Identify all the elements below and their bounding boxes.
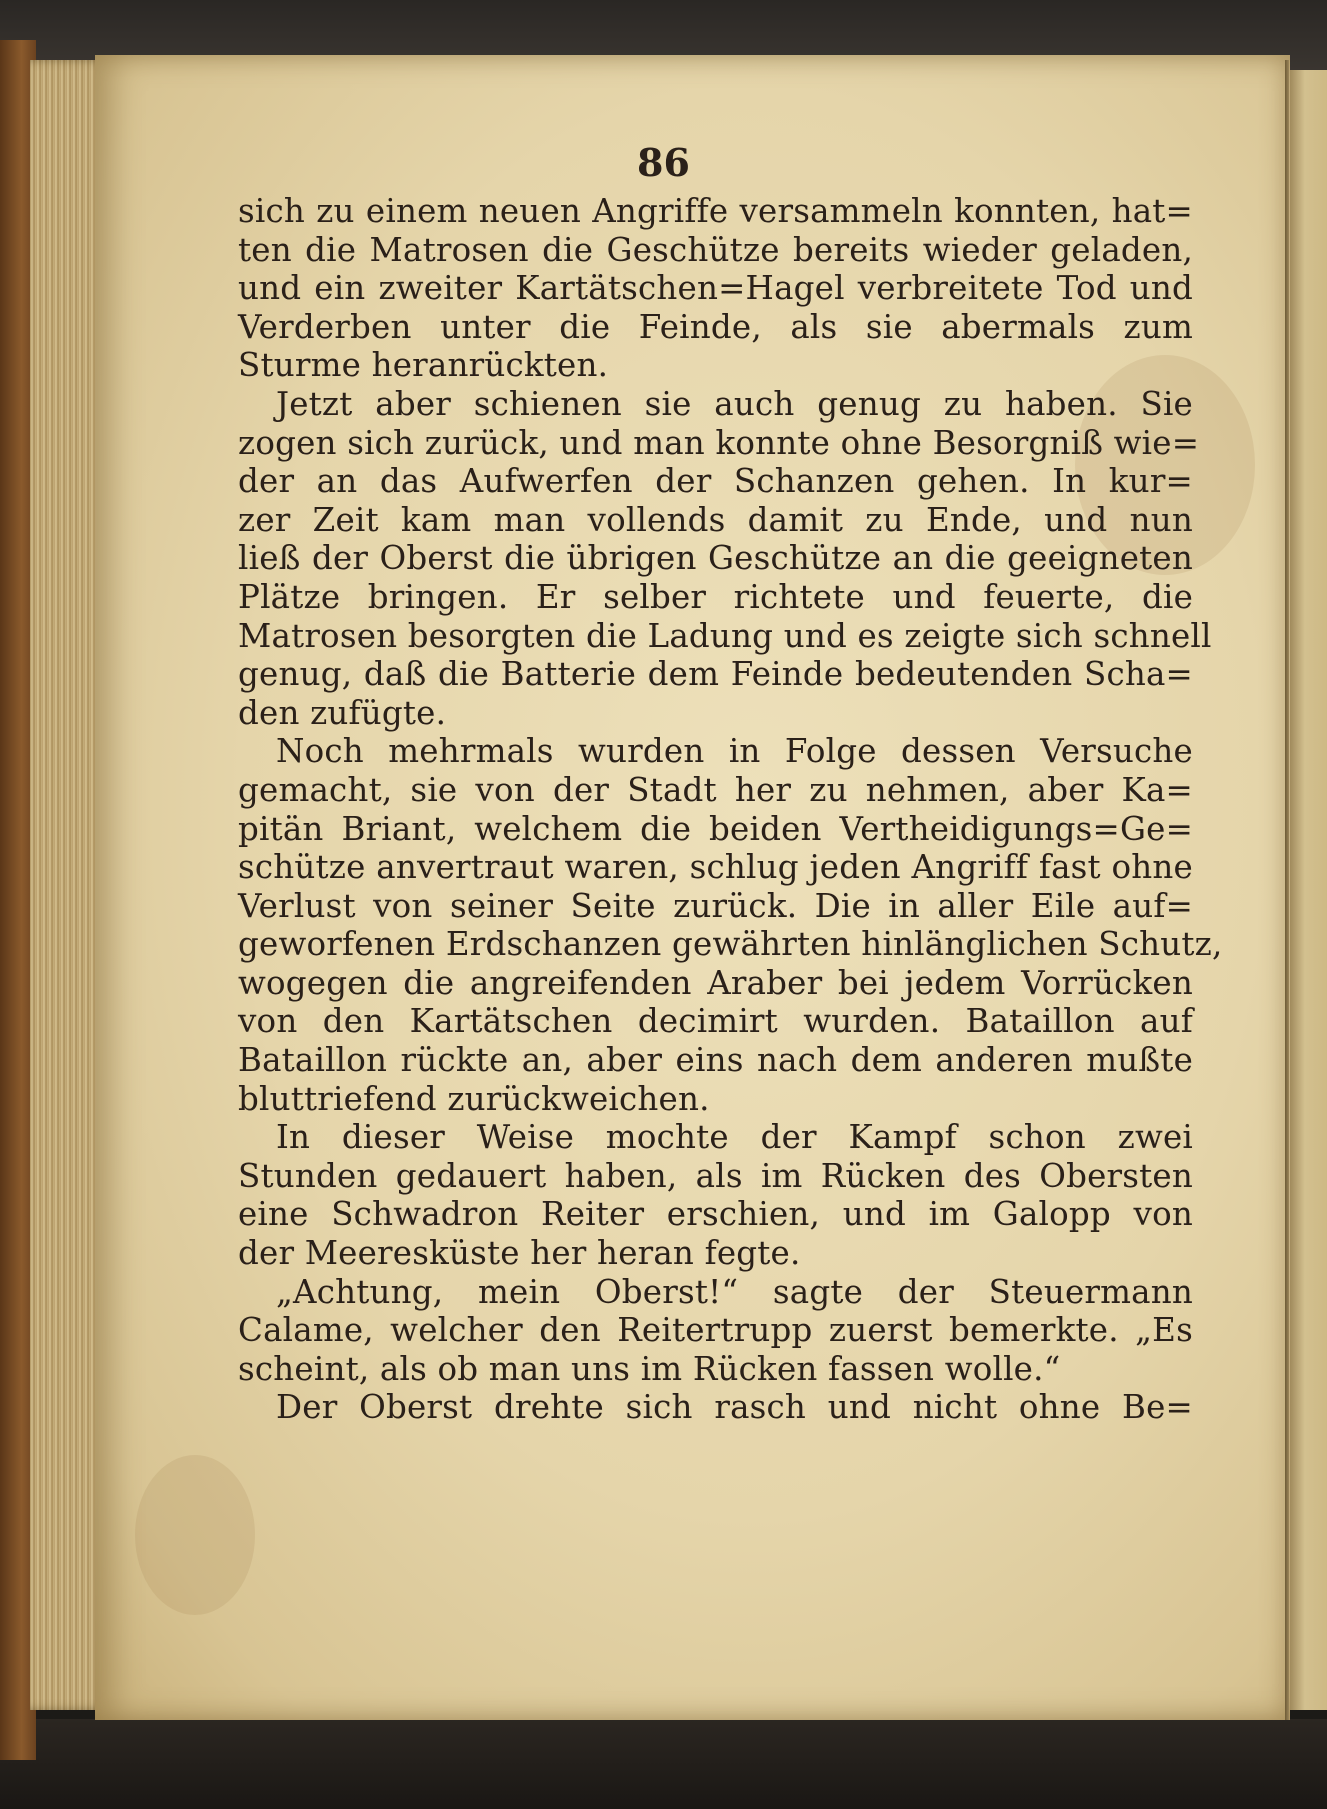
paper-stain [135, 1455, 255, 1615]
text-line: und ein zweiter Kartätschen=Hagel verbreitete Tod und [238, 269, 1193, 308]
text-line: ten die Matrosen die Geschütze bereits wieder geladen, [238, 230, 1193, 269]
text-line: „Achtung, mein Oberst!“ sagte der Steuermann [276, 1272, 1193, 1311]
text-line: scheint, als ob man uns im Rücken fassen wolle.“ [238, 1349, 1061, 1388]
text-line: zer Zeit kam man vollends damit zu Ende, und nun [238, 500, 1193, 539]
text-line: Der Oberst drehte sich rasch und nicht ohne Be= [276, 1388, 1193, 1427]
page-fold [1285, 60, 1289, 1720]
text-line: den zufügte. [238, 693, 447, 732]
text-line: Sturme heranrückten. [238, 346, 609, 385]
text-line: schütze anvertraut waren, schlug jeden Angriff fast ohne [238, 848, 1193, 887]
text-line: Noch mehrmals wurden in Folge dessen Versuche [276, 732, 1193, 771]
text-line: der an das Aufwerfen der Schanzen gehen. In kur= [238, 462, 1193, 501]
text-line: genug, daß die Batterie dem Feinde bedeutenden Scha= [238, 655, 1193, 694]
text-line: eine Schwadron Reiter erschien, und im Galopp von [238, 1195, 1193, 1234]
page-number: 86 [637, 140, 690, 185]
text-line: Bataillon rückte an, aber eins nach dem anderen mußte [238, 1041, 1193, 1080]
text-line: In dieser Weise mochte der Kampf schon zwei [276, 1118, 1193, 1157]
text-line: wogegen die angreifenden Araber bei jedem Vorrücken [238, 963, 1193, 1002]
text-line: pitän Briant, welchem die beiden Vertheidigungs=Ge= [238, 809, 1193, 848]
text-line: sich zu einem neuen Angriffe versammeln konnten, hat= [238, 192, 1193, 230]
book-cover-bottom [0, 1719, 1327, 1809]
text-line: geworfenen Erdschanzen gewährten hinlänglichen Schutz, [238, 925, 1223, 964]
text-line: Verderben unter die Feinde, als sie abermals zum [238, 307, 1193, 346]
text-line: der Meeresküste her heran fegte. [238, 1234, 801, 1273]
text-line: Stunden gedauert haben, als im Rücken des Obersten [238, 1156, 1193, 1195]
text-line: Matrosen besorgten die Ladung und es zeigte sich schnell [238, 616, 1212, 655]
text-line: zogen sich zurück, und man konnte ohne Besorgniß wie= [238, 423, 1200, 462]
text-line: Verlust von seiner Seite zurück. Die in aller Eile auf= [238, 886, 1193, 925]
text-line: gemacht, sie von der Stadt her zu nehmen, aber Ka= [238, 770, 1193, 809]
text-line: Plätze bringen. Er selber richtete und feuerte, die [238, 577, 1193, 616]
text-line: ließ der Oberst die übrigen Geschütze an die geeigneten [238, 539, 1193, 578]
next-page-edge [1290, 70, 1327, 1710]
text-line: von den Kartätschen decimirt wurden. Bataillon auf [238, 1002, 1193, 1041]
text-line: Calame, welcher den Reitertrupp zuerst bemerkte. „Es [238, 1311, 1193, 1350]
text-line: Jetzt aber schienen sie auch genug zu haben. Sie [276, 384, 1193, 423]
body-text [238, 192, 1223, 1427]
text-line: bluttriefend zurückweichen. [238, 1079, 710, 1118]
